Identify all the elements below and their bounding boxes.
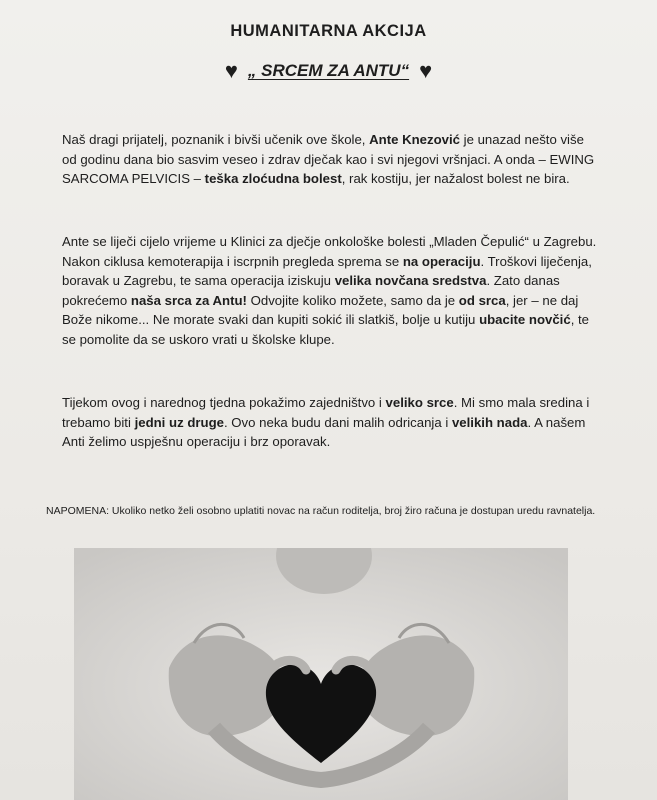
text-run: Odvojite koliko možete, samo da je	[246, 292, 459, 308]
text-run: Tijekom ovog i narednog tjedna pokažimo zajedništvo i	[62, 395, 386, 410]
text-run: , te se pomolite da se uskoro vrati u školske klupe.	[62, 312, 590, 347]
bold-phrase: Ante Knezović	[369, 132, 460, 147]
bold-phrase: ubacite novčić	[479, 312, 571, 327]
paragraph-2	[62, 232, 602, 349]
bold-phrase: velikih nada	[451, 414, 528, 430]
text-run: . Ovo neka budu dani malih odricanja i	[223, 414, 452, 430]
text-run: . Zato danas pokrećemo	[62, 273, 560, 308]
text-run: . Troškovi liječenja, boravak u Zagrebu, te sama operacija iziskuju	[62, 253, 592, 288]
poster-title: HUMANITARNA AKCIJA	[230, 22, 427, 40]
heart-icon: ♥	[224, 58, 238, 83]
text-run: . A našem Anti želimo uspješnu operaciju i brz oporavak.	[62, 414, 586, 449]
subtitle-row	[0, 58, 657, 84]
bold-phrase: naša srca za Antu!	[130, 292, 247, 308]
text-run: . Mi smo mala sredina i trebamo biti	[62, 395, 590, 430]
text-run: Ante se liječi cijelo vrijeme u Klinici za dječje onkološke bolesti „Mladen Čepulić“ u Zagrebu. Nakon ciklusa kemoterapija i iscrpnih pregleda sprema se	[62, 234, 597, 269]
campaign-name: „ SRCEM ZA ANTU“	[247, 61, 410, 80]
note-text: NAPOMENA: Ukoliko netko želi osobno uplatiti novac na račun roditelja, broj žiro računa je dostupan uredu ravnatelja.	[46, 505, 596, 517]
text-run: , rak kostiju, jer nažalost bolest ne bira.	[341, 171, 570, 186]
heart-hands-photo	[74, 548, 568, 800]
text-run: Naš dragi prijatelj, poznanik i bivši učenik ove škole,	[62, 132, 370, 147]
bold-phrase: od srca	[458, 292, 506, 308]
bold-phrase: teška zloćudna bolest	[204, 171, 342, 186]
bold-phrase: na operaciju	[402, 253, 481, 269]
bold-phrase: velika novčana sredstva	[334, 273, 487, 288]
bold-phrase: jedni uz druge	[134, 414, 224, 430]
paragraph-1	[62, 130, 602, 189]
bold-phrase: veliko srce	[385, 395, 454, 410]
text-run: , jer – ne daj Bože nikome... Ne morate svaki dan kupiti sokić ili slatkiš, bolje u kutiju	[62, 292, 579, 327]
text-run: je unazad nešto više od godinu dana bio sasvim veseo i zdrav dječak kao i svi njegovi vršnjaci. A onda – EWING SARCOMA PELVICIS –	[62, 132, 595, 186]
paragraph-3	[62, 393, 602, 452]
photo-illustration	[74, 548, 568, 800]
heart-icon: ♥	[419, 58, 433, 83]
